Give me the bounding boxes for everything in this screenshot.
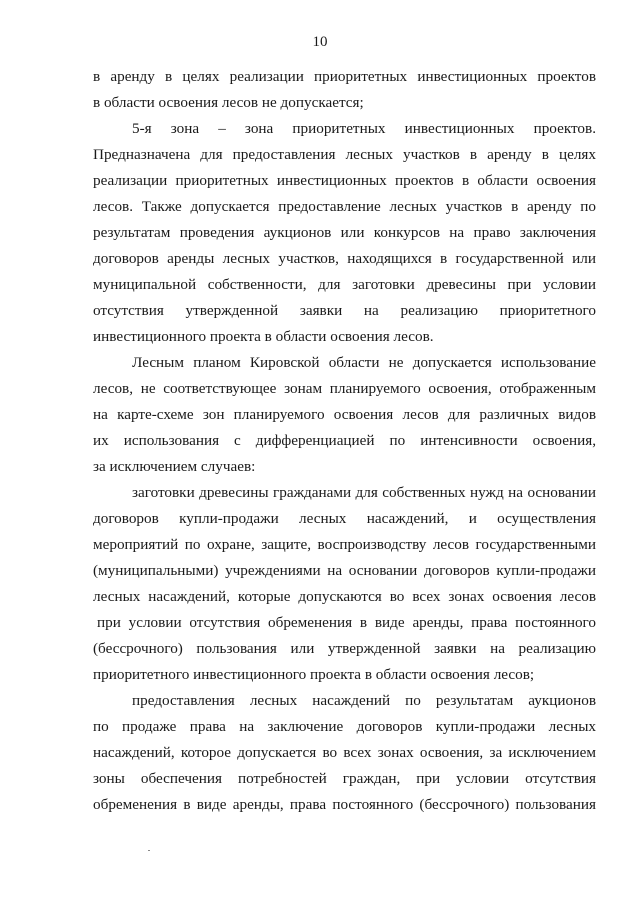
text-line: 5-я зона – зона приоритетных инвестиционных проектов. <box>132 120 596 137</box>
text-line: мероприятий по охране, защите, воспроизводству лесов государственными <box>93 536 596 553</box>
text-line: предоставления лесных насаждений по результатам аукционов <box>132 692 596 709</box>
text-line: инвестиционного проекта в области освоения лесов. <box>93 328 434 345</box>
text-line: отсутствия утвержденной заявки на реализацию приоритетного <box>93 302 596 319</box>
text-line: заготовки древесины гражданами для собственных нужд на основании <box>132 484 596 501</box>
text-line: обременения в виде аренды, права постоянного (бессрочного) пользования <box>93 796 596 813</box>
text-line: их использования с дифференциацией по интенсивности освоения, <box>93 432 596 449</box>
text-line: приоритетного инвестиционного проекта в области освоения лесов; <box>93 666 535 683</box>
text-line: при условии отсутствия обременения в виде аренды, права постоянного <box>97 614 596 631</box>
text-line: в области освоения лесов не допускается; <box>93 94 364 111</box>
text-line: Лесным планом Кировской области не допускается использование <box>132 354 596 371</box>
text-line: на карте-схеме зон планируемого освоения лесов для различных видов <box>93 406 596 423</box>
text-line: насаждений, которое допускается во всех зонах освоения, за исключением <box>93 744 596 761</box>
text-line: результатам проведения аукционов или конкурсов на право заключения <box>93 224 596 241</box>
text-line: за исключением случаев: <box>93 458 256 475</box>
text-line: лесных насаждений, которые допускаются во всех зонах освоения лесов <box>93 588 596 605</box>
page-number: 10 <box>312 34 328 50</box>
text-line: договоров аренды лесных участков, находящихся в государственной или <box>93 250 596 267</box>
text-line: лесов, не соответствующее зонам планируемого освоения, отображенным <box>93 380 596 397</box>
text-line: лесов. Также допускается предоставление лесных участков в аренду по <box>93 198 596 215</box>
text-line: (бессрочного) пользования или утвержденной заявки на реализацию <box>93 640 596 657</box>
text-line: (муниципальными) учреждениями на основании договоров купли-продажи <box>93 562 596 579</box>
text-line: в аренду в целях реализации приоритетных инвестиционных проектов <box>93 68 596 85</box>
text-line: договоров купли-продажи лесных насаждений, и осуществления <box>93 510 596 527</box>
text-line: Предназначена для предоставления лесных участков в аренду в целях <box>93 146 596 163</box>
text-line: муниципальной собственности, для заготовки древесины при условии <box>93 276 596 293</box>
text-line: реализации приоритетных инвестиционных проектов в области освоения <box>93 172 596 189</box>
scan-speck <box>148 850 150 851</box>
text-line: зоны обеспечения потребностей граждан, при условии отсутствия <box>93 770 596 787</box>
text-line: по продаже права на заключение договоров купли-продажи лесных <box>93 718 596 735</box>
